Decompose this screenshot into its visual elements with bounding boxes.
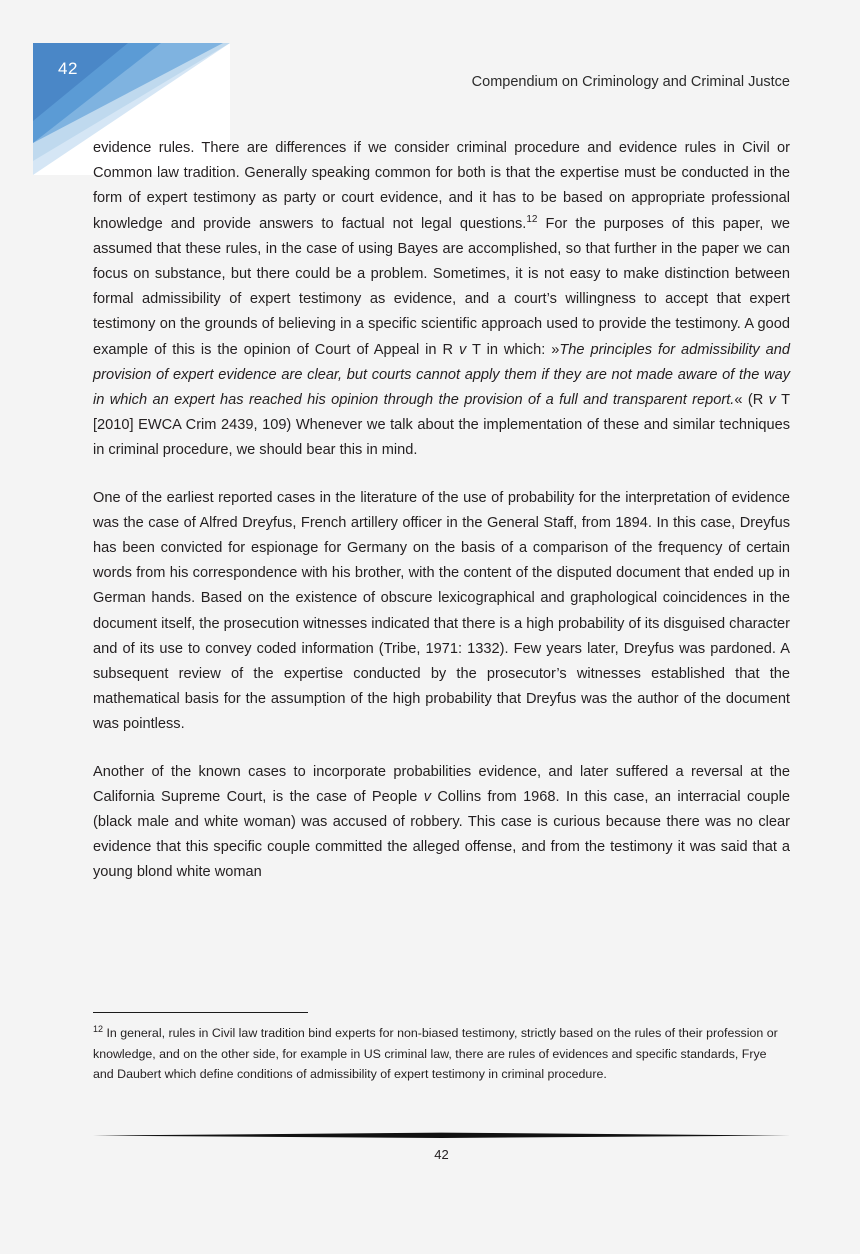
paragraph-dreyfus: One of the earliest reported cases in the literature of the use of probability for the interpretation of evidence was the case of Alfred Dreyfus, French artillery officer in the General Staff, from 1894. In this case, Dreyfus has been convicted for espionage for Germany on the basis of a comparison of the frequency of certain words from his correspondence with his brother, with the content of the disputed document that ended up in German hands. Based on the existence of obscure lexicographical and graphological coincidences in the document itself, the prosecution witnesses indicated that there is a high probability of its disguised character and of its use to convey coded information (Tribe, 1971: 1332). Few years later, Dreyfus was pardoned. A subsequent review of the expertise conducted by the prosecutor’s witnesses established that the mathematical basis for the assumption of the high probability that Dreyfus was the author of the document was pointless. xyxy=(93,489,790,733)
italic-run: The principles for admissibility and provision of expert evidence are clear, but courts cannot apply them if they are not made aware of the way in which an expert has reached his opinion through the provision of a full and transparent report. xyxy=(93,341,791,409)
body-text-column xyxy=(93,136,790,886)
italic-run: v xyxy=(768,392,776,409)
footnote-reference: 12 xyxy=(526,213,538,225)
footer-tapered-rule xyxy=(93,1132,790,1139)
footnote-text xyxy=(93,1023,790,1085)
running-header-title: Compendium on Criminology and Criminal Justce xyxy=(471,74,790,90)
italic-run: v xyxy=(458,341,467,358)
footer-page-number: 42 xyxy=(434,1147,449,1162)
paragraph-collins: Another of the known cases to incorporate probabilities evidence, and later suffered a reversal at the California Supreme Court, is the case of People v Collins from 1968. In this case, an interracial couple (black male and white woman) was accused of robbery. This case is curious because there was no clear evidence that this specific couple committed the alleged offense, and from the testimony it was said that a young blond white woman xyxy=(93,763,790,881)
page-footer xyxy=(93,1132,790,1162)
paragraph-evidence-rules: evidence rules. There are differences if we consider criminal procedure and evidence rules in Civil or Common law tradition. Generally speaking common for both is that the expertise must be conducted in the form of expert testimony as party or court evidence, and it has to be based on appropriate professional knowledge and provide answers to factual not legal questions.$^{12}$ For the purposes of this paper, we assumed that these rules, in the case of using Bayes are accomplished, so that further in the paper we can focus on substance, but there could be a problem. Sometimes, it is not easy to make distinction between formal admissibility of expert testimony as evidence, and a court’s willingness to accept that expert testimony on the grounds of believing in a specific scientific approach used to provide the testimony. A good example of this is the opinion of Court of Appeal in R v T in which: »The principles for admissibility and provision of expert evidence are clear, but courts cannot apply them if they are not made aware of the way in which an expert has reached his opinion through the provision of a full and transparent report.« (R v T [2010] EWCA Crim 2439, 109) Whenever we talk about the implementation of these and similar techniques in criminal procedure, we should bear this in mind. xyxy=(93,140,791,459)
italic-run: v xyxy=(423,788,432,805)
footnote-area xyxy=(93,1012,790,1085)
footnote-separator-rule xyxy=(93,1012,308,1013)
footnote-number: 12 xyxy=(93,1023,104,1034)
footnote-body: In general, rules in Civil law tradition bind experts for non-biased testimony, strictly based on the rules of their profession or knowledge, and on the other side, for example in US criminal law, there are rules of evidences and specific standards, Frye and Daubert which define conditions of admissibility of expert testimony in criminal procedure. xyxy=(93,1026,778,1081)
corner-page-number: 42 xyxy=(58,59,78,78)
footer-rule-shape xyxy=(93,1133,790,1138)
